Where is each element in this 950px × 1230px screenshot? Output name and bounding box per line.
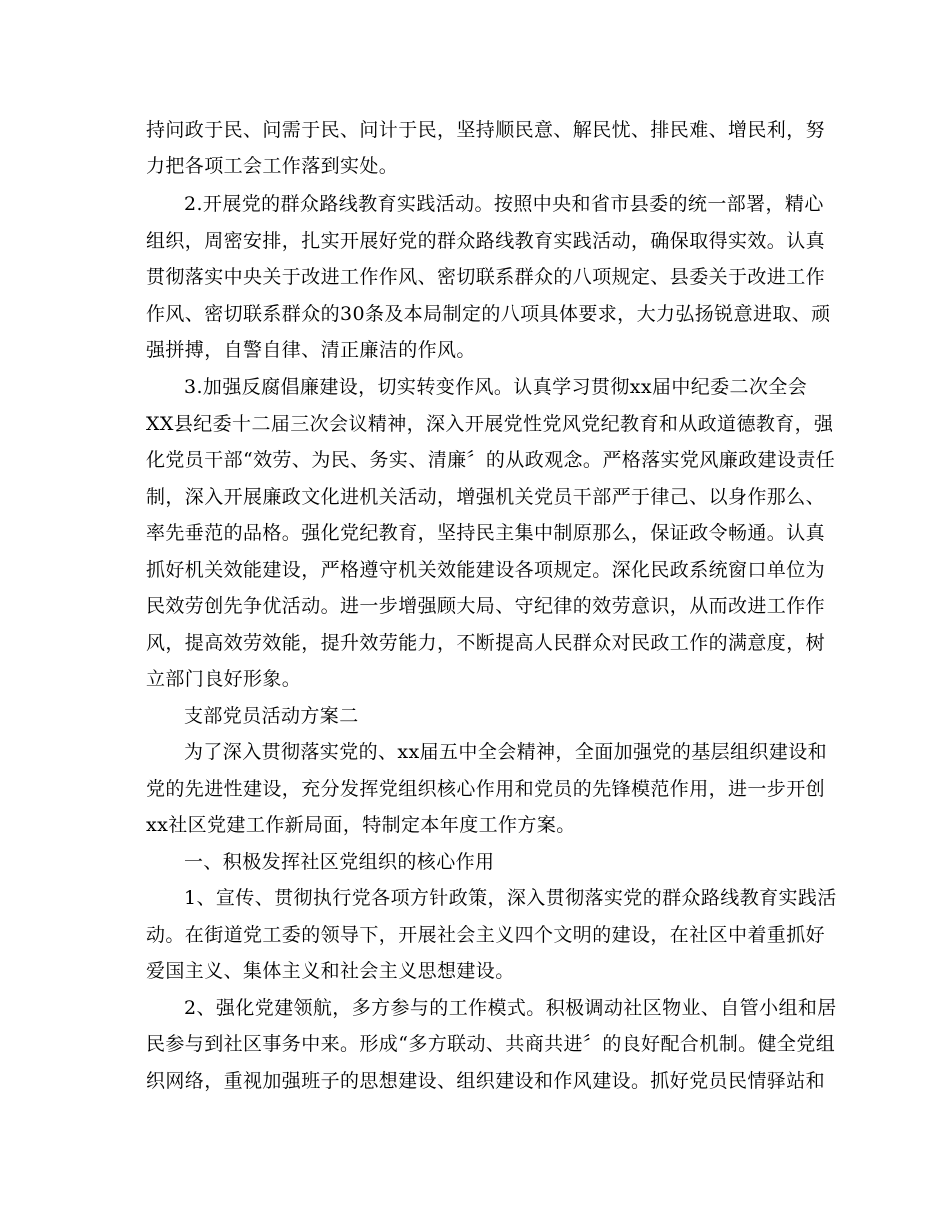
text-line: xx社区党建工作新局面，特制定本年度工作方案。 (146, 814, 576, 836)
section-heading: 一、积极发挥社区党组织的核心作用 (184, 851, 495, 873)
text-line: 立部门良好形象。 (146, 668, 302, 690)
text-line: 民效劳创先争优活动。进一步增强顾大局、守纪律的效劳意识，从而改进工作作 (146, 595, 826, 617)
section-heading: 支部党员活动方案二 (184, 705, 359, 727)
text-line: 爱国主义、集体主义和社会主义思想建设。 (146, 960, 515, 982)
text-line: 3.加强反腐倡廉建设，切实转变作风。认真学习贯彻xx届中纪委二次全会 (184, 376, 808, 398)
text-line: 制，深入开展廉政文化进机关活动，增强机关党员干部严于律己、以身作那么、 (146, 486, 826, 508)
text-line: 2、强化党建领航，多方参与的工作模式。积极调动社区物业、自管小组和居 (184, 997, 837, 1019)
text-line: 持问政于民、问需于民、问计于民，坚持顺民意、解民忧、排民难、增民利，努 (146, 119, 826, 141)
text-line: 动。在街道党工委的领导下，开展社会主义四个文明的建设，在社区中着重抓好 (146, 924, 826, 946)
text-line: 化党员干部“效劳、为民、务实、清廉〞的从政观念。严格落实党风廉政建设责任 (146, 449, 836, 471)
text-line: 2.开展党的群众路线教育实践活动。按照中央和省市县委的统一部署，精心 (184, 193, 824, 215)
text-line: 率先垂范的品格。强化党纪教育，坚持民主集中制原那么，保证政令畅通。认真 (146, 522, 826, 544)
text-line: 党的先进性建设，充分发挥党组织核心作用和党员的先锋模范作用，进一步开创 (146, 778, 826, 800)
text-line: 民参与到社区事务中来。形成“多方联动、共商共进〞的良好配合机制。健全党组 (146, 1033, 836, 1055)
text-line: 1、宣传、贯彻执行党各项方针政策，深入贯彻落实党的群众路线教育实践活 (184, 887, 837, 909)
text-line: 为了深入贯彻落实党的、xx届五中全会精神，全面加强党的基层组织建设和 (184, 741, 828, 763)
text-line: 力把各项工会工作落到实处。 (146, 155, 399, 177)
text-line: 作风、密切联系群众的30条及本局制定的八项具体要求，大力弘扬锐意进取、顽 (146, 303, 831, 325)
text-line: 织网络，重视加强班子的思想建设、组织建设和作风建设。抓好党员民情驿站和 (146, 1070, 826, 1092)
text-line: 组织，周密安排，扎实开展好党的群众路线教育实践活动，确保取得实效。认真 (146, 230, 826, 252)
text-line: XX县纪委十二届三次会议精神，深入开展党性党风党纪教育和从政道德教育，强 (146, 413, 834, 435)
text-line: 强拼搏，自警自律、清正廉洁的作风。 (146, 339, 476, 361)
text-line: 贯彻落实中央关于改进工作作风、密切联系群众的八项规定、县委关于改进工作 (146, 266, 826, 288)
text-line: 抓好机关效能建设，严格遵守机关效能建设各项规定。深化民政系统窗口单位为 (146, 559, 826, 581)
text-line: 风，提高效劳效能，提升效劳能力，不断提高人民群众对民政工作的满意度，树 (146, 632, 826, 654)
